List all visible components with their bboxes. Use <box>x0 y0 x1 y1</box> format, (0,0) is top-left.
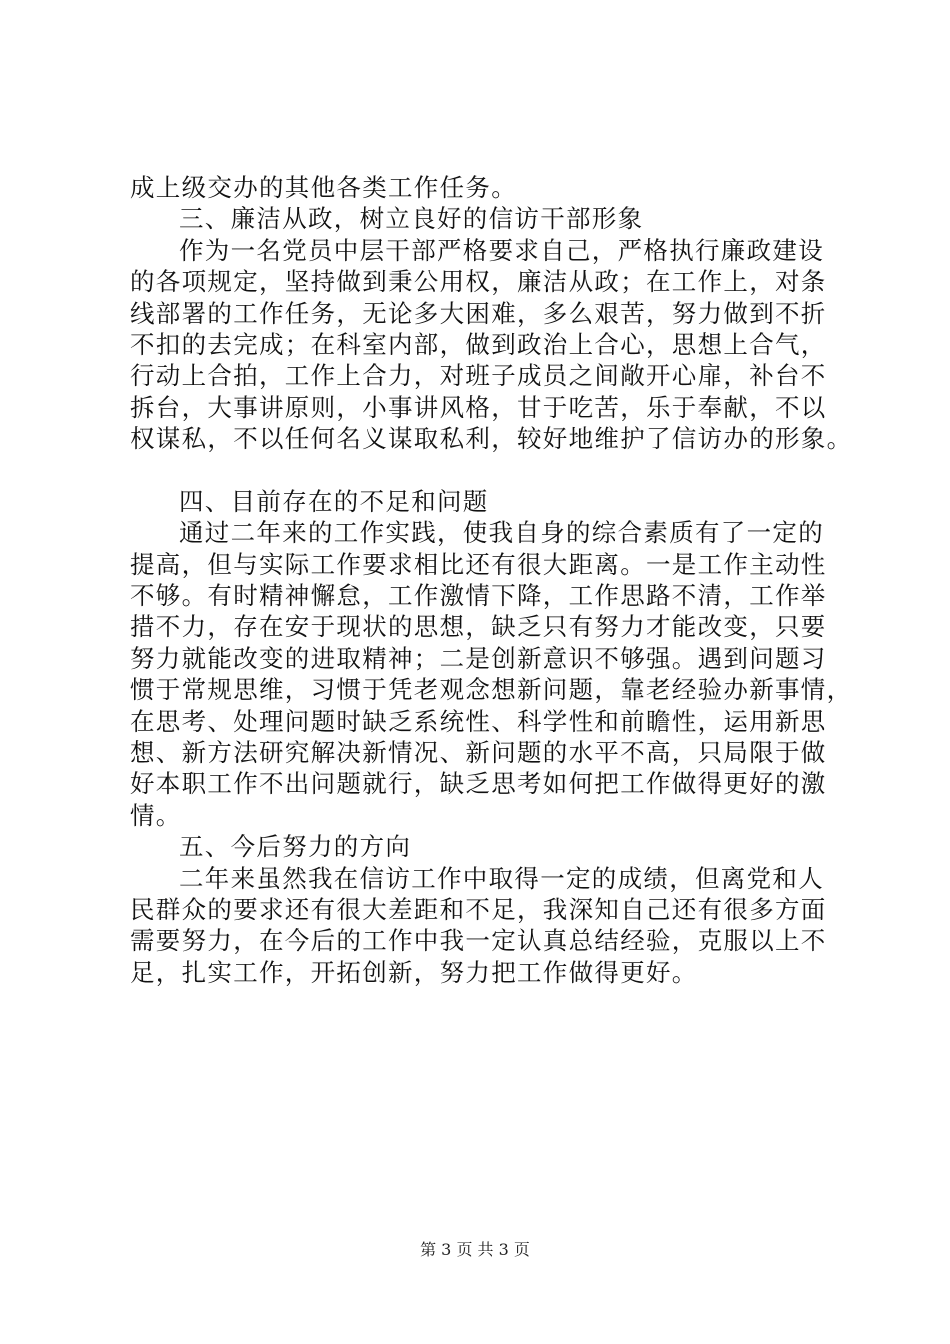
text-line: 措不力，存在安于现状的思想，缺乏只有努力才能改变，只要 <box>130 612 827 642</box>
text-line: 足，扎实工作，开拓创新，努力把工作做得更好。 <box>130 957 698 987</box>
section-heading: 四、目前存在的不足和问题 <box>179 486 489 516</box>
section-heading: 五、今后努力的方向 <box>179 832 412 862</box>
text-line: 拆台，大事讲原则，小事讲风格，甘于吃苦，乐于奉献，不以 <box>130 392 827 422</box>
text-line: 通过二年来的工作实践，使我自身的综合素质有了一定的 <box>179 518 824 548</box>
text-line: 不扣的去完成；在科室内部，做到政治上合心，思想上合气， <box>130 329 827 359</box>
text-line: 成上级交办的其他各类工作任务。 <box>130 173 517 202</box>
blank-line <box>130 455 850 486</box>
text-line: 好本职工作不出问题就行，缺乏思考如何把工作做得更好的激 <box>130 769 827 799</box>
section-heading: 三、廉洁从政，树立良好的信访干部形象 <box>179 204 644 234</box>
text-line: 惯于常规思维，习惯于凭老观念想新问题，靠老经验办新事情， <box>130 675 853 705</box>
text-line: 想、新方法研究解决新情况、新问题的水平不高，只局限于做 <box>130 738 827 768</box>
text-line: 的各项规定，坚持做到秉公用权，廉洁从政；在工作上，对条 <box>130 267 827 297</box>
text-line: 线部署的工作任务，无论多大困难，多么艰苦，努力做到不折 <box>130 298 827 328</box>
text-line: 提高，但与实际工作要求相比还有很大距离。一是工作主动性 <box>130 549 827 579</box>
text-line: 作为一名党员中层干部严格要求自己，严格执行廉政建设 <box>179 235 824 265</box>
text-line: 权谋私，不以任何名义谋取私利，较好地维护了信访办的形象。 <box>130 424 853 454</box>
text-line: 在思考、处理问题时缺乏系统性、科学性和前瞻性，运用新思 <box>130 706 827 736</box>
text-line: 努力就能改变的进取精神；二是创新意识不够强。遇到问题习 <box>130 643 827 673</box>
page-number-footer: 第 3 页 共 3 页 <box>420 1240 530 1259</box>
text-line: 情。 <box>130 800 182 830</box>
document-body <box>130 172 853 988</box>
text-line: 民群众的要求还有很大差距和不足，我深知自己还有很多方面 <box>130 894 827 924</box>
text-line: 二年来虽然我在信访工作中取得一定的成绩，但离党和人 <box>179 863 824 893</box>
text-line: 行动上合拍，工作上合力，对班子成员之间敞开心扉，补台不 <box>130 361 827 391</box>
text-line: 不够。有时精神懈怠，工作激情下降，工作思路不清，工作举 <box>130 581 827 611</box>
text-line: 需要努力，在今后的工作中我一定认真总结经验，克服以上不 <box>130 926 827 956</box>
